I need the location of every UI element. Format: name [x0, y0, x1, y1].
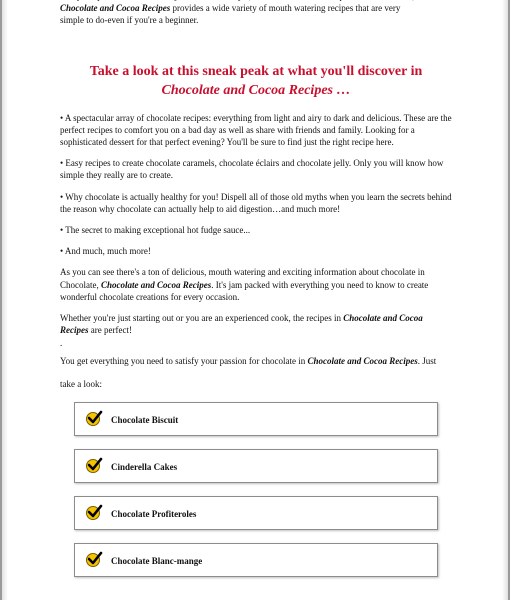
checkmark-icon [86, 412, 100, 426]
bullet-item: • A spectacular array of chocolate recipes: everything from light and airy to dark and delicious. These are the perfect recipes to comfort you on a bad day as well as share with friends and family. Looking for a sophisticated dessert for that perfect evening? You'll be sure to find just the right recipe here. [60, 112, 452, 148]
para2-text-b: are perfect! [88, 325, 132, 336]
checkmark-icon [86, 506, 100, 520]
recipe-label: Chocolate Biscuit [111, 415, 179, 426]
headline [60, 62, 452, 100]
para1-text-a: As you can see there's a ton of delicious, mouth watering and exciting information about chocolate in Chocolate, [60, 267, 425, 290]
checkmark-icon [86, 553, 100, 567]
intro-paragraph [60, 0, 452, 27]
para1-text-b: . It's jam packed with everything you need to know to create wonderful chocolate creations for every occasion. [60, 279, 429, 302]
sales-page [60, 0, 452, 590]
paragraph-ton-of-info [60, 266, 452, 303]
headline-line1: Take a look at this sneak peak at what you'll discover in [89, 63, 423, 79]
para3-text-a: You get everything you need to satisfy your passion for chocolate in [60, 356, 308, 367]
para3-book-title: Chocolate and Cocoa Recipes [307, 356, 418, 367]
paragraph-you-get [60, 350, 452, 396]
recipe-box [74, 449, 438, 483]
checkmark-icon [86, 459, 100, 473]
recipe-box [74, 543, 438, 577]
recipe-label: Cinderella Cakes [111, 462, 178, 473]
recipe-label: Chocolate Profiteroles [111, 509, 197, 520]
recipe-box [74, 402, 438, 436]
recipe-label: Chocolate Blanc-mange [111, 556, 203, 567]
paragraph-whether [60, 312, 452, 336]
para1-book-title: Chocolate and Cocoa Recipes [101, 279, 212, 290]
headline-line2: Chocolate and Cocoa Recipes … [161, 82, 351, 98]
intro-line2: provides a wide variety of mouth watering recipes that are very [170, 3, 401, 14]
bullet-item: • Easy recipes to create chocolate caramels, chocolate éclairs and chocolate jelly. Only you will know how simple they really are to create. [60, 158, 444, 181]
para2-text-a: Whether you're just starting out or you are an experienced cook, the recipes in [60, 313, 344, 324]
para3-text-b: . Just take a look: [60, 356, 437, 390]
bullet-item: • And much, much more! [60, 246, 151, 257]
bullet-item: • Why chocolate is actually healthy for you! Dispell all of those old myths when you learn the secrets behind the reason why chocolate can actually help to aid digestion…and much more! [60, 191, 452, 214]
para2-book-title: Chocolate and Cocoa Recipes [60, 313, 423, 336]
bullet-item: • The secret to making exceptional hot fudge sauce... [60, 225, 251, 236]
intro-line1 [60, 0, 414, 1]
intro-book-title: Chocolate and Cocoa Recipes [60, 3, 171, 14]
stray-dot: . [60, 338, 63, 349]
recipe-box [74, 496, 438, 530]
intro-line3: simple to do-even if you're a beginner. [60, 15, 199, 26]
